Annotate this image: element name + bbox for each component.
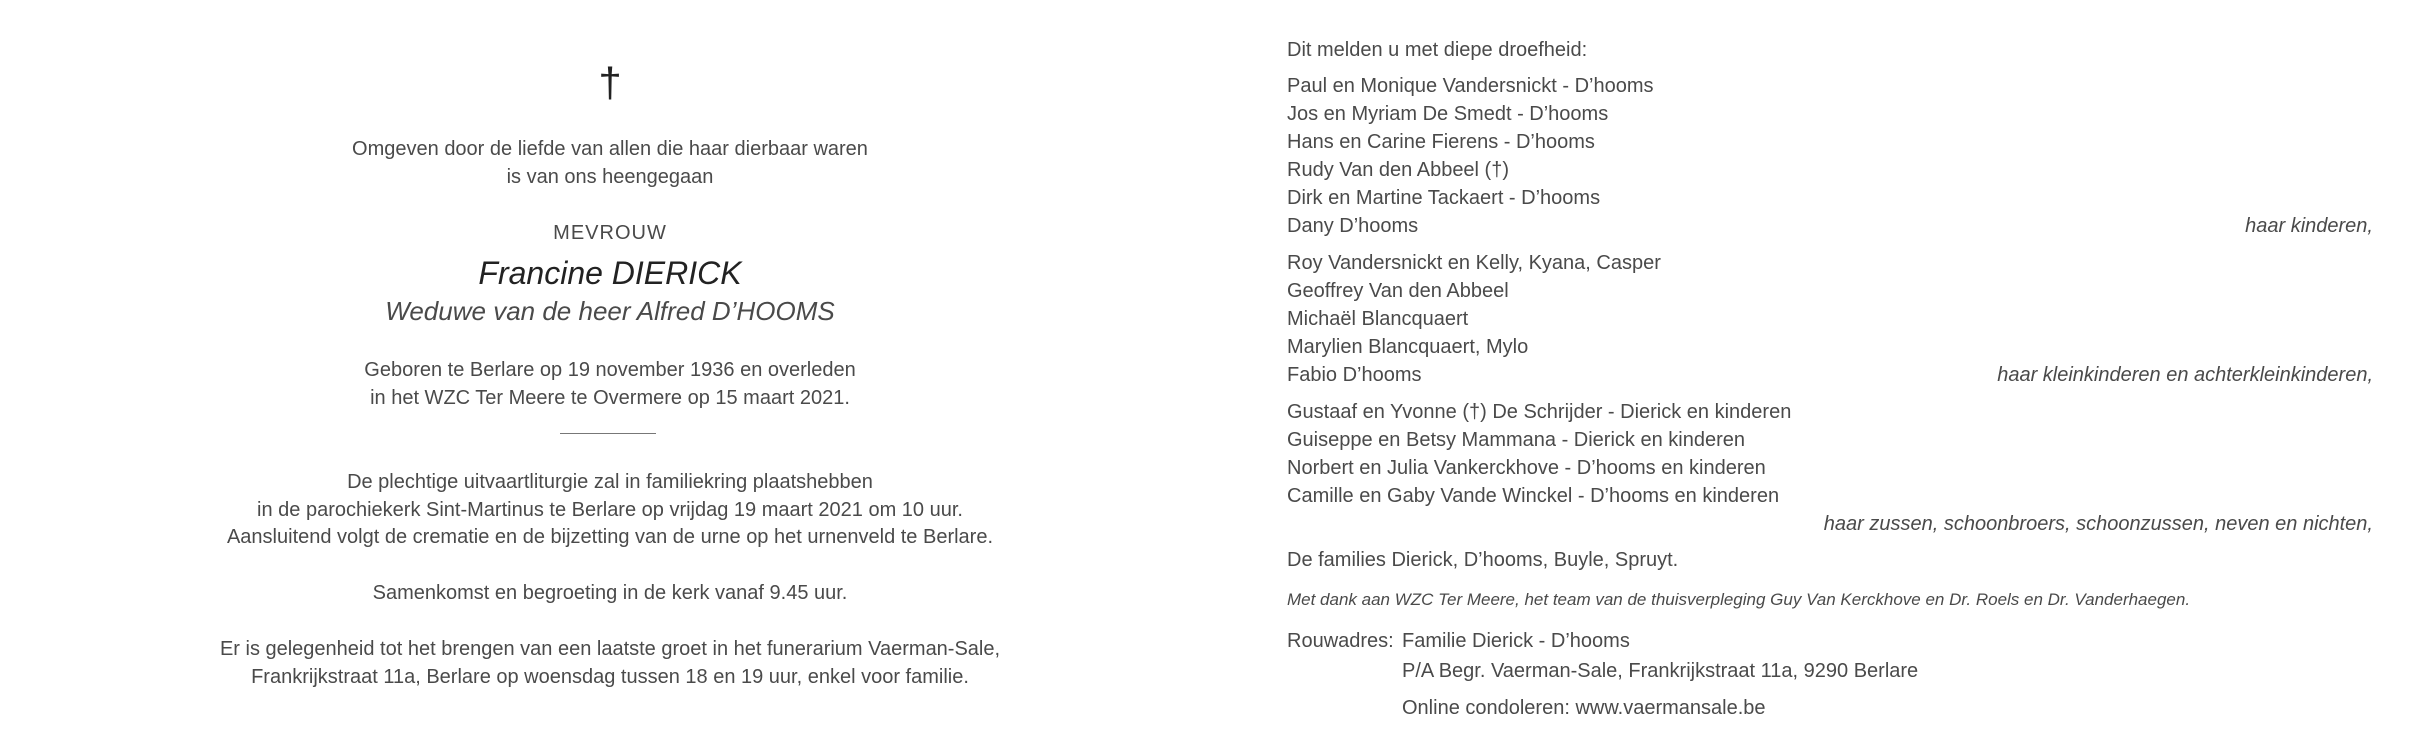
honorific: MEVROUW (553, 222, 667, 244)
visit-line: Er is gelegenheid tot het brengen van een laatste groet in het funerarium Vaerman-Sale, (219, 638, 1001, 660)
visit-line: Frankrijkstraat 11a, Berlare op woensdag tussen 18 en 19 uur, enkel voor familie. (251, 666, 969, 688)
intro-line: Omgeven door de liefde van allen die haar dierbaar waren (352, 138, 868, 160)
child-line: Dany D’hooms (1287, 215, 1419, 237)
sibling-line: Camille en Gaby Vande Winckel - D’hooms en kinderen (1287, 485, 1780, 507)
deceased-name: Francine DIERICK (478, 255, 742, 291)
thanks-line: Met dank aan WZC Ter Meere, het team van de thuisverpleging Guy Van Kerckhove en Dr. Roels en Dr. Vanderhaegen. (1287, 590, 2191, 609)
intro-line: is van ons heengegaan (506, 166, 714, 188)
announcement-heading: Dit melden u met diepe droefheid: (1287, 39, 1588, 61)
grandchild-line: Marylien Blancquaert, Mylo (1287, 336, 1529, 358)
sibling-line: Guiseppe en Betsy Mammana - Dierick en kinderen (1287, 429, 1745, 451)
funeral-line: in de parochiekerk Sint-Martinus te Berlare op vrijdag 19 maart 2021 om 10 uur. (257, 499, 963, 521)
funeral-line: Aansluitend volgt de crematie en de bijzetting van de urne op het urnenveld te Berlare. (226, 526, 994, 548)
child-line: Hans en Carine Fierens - D’hooms (1287, 131, 1595, 153)
children-label: haar kinderen, (2245, 215, 2373, 237)
grandchild-line: Michaël Blancquaert (1287, 308, 1469, 330)
child-line: Rudy Van den Abbeel (†) (1287, 159, 1510, 181)
grandchild-line: Geoffrey Van den Abbeel (1287, 280, 1509, 302)
grandchild-line: Fabio D’hooms (1287, 364, 1422, 386)
funeral-line: De plechtige uitvaartliturgie zal in familiekring plaatshebben (347, 471, 873, 493)
address-line: Familie Dierick - D’hooms (1402, 630, 1630, 652)
cross-icon: † (598, 59, 622, 106)
sibling-line: Norbert en Julia Vankerckhove - D’hooms en kinderen (1287, 457, 1766, 479)
grandchildren-label: haar kleinkinderen en achterkleinkinderen, (1997, 364, 2373, 386)
siblings-label: haar zussen, schoonbroers, schoonzussen, neven en nichten, (1823, 513, 2373, 535)
child-line: Jos en Myriam De Smedt - D’hooms (1287, 103, 1609, 125)
widow-of: Weduwe van de heer Alfred D’HOOMS (385, 296, 835, 326)
birth-line: in het WZC Ter Meere te Overmere op 15 maart 2021. (370, 387, 850, 409)
families-line: De families Dierick, D’hooms, Buyle, Spruyt. (1287, 549, 1679, 571)
sibling-line: Gustaaf en Yvonne (†) De Schrijder - Dierick en kinderen (1287, 401, 1792, 423)
child-line: Paul en Monique Vandersnickt - D’hooms (1287, 75, 1654, 97)
child-line: Dirk en Martine Tackaert - D’hooms (1287, 187, 1601, 209)
address-line: P/A Begr. Vaerman-Sale, Frankrijkstraat 11a, 9290 Berlare (1402, 660, 1919, 682)
divider (560, 433, 656, 434)
address-label: Rouwadres: (1287, 630, 1394, 652)
gathering-text: Samenkomst en begroeting in de kerk vanaf 9.45 uur. (372, 582, 848, 604)
online-condolence-link[interactable]: Online condoleren: www.vaermansale.be (1402, 697, 1766, 719)
birth-line: Geboren te Berlare op 19 november 1936 en overleden (364, 359, 856, 381)
grandchild-line: Roy Vandersnickt en Kelly, Kyana, Casper (1287, 252, 1661, 274)
